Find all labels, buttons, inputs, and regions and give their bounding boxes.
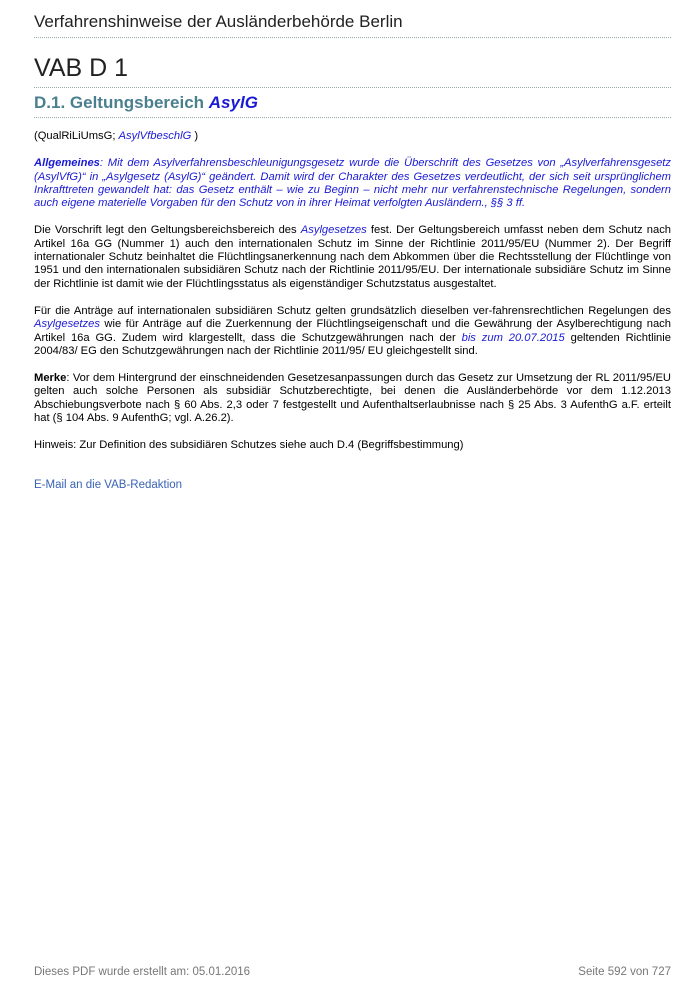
allgemeines-paragraph [34,157,671,210]
refs-suffix: ) [194,130,199,142]
date-link[interactable]: bis zum 20.07.2015 [461,331,565,344]
section-title [34,93,671,118]
section-title-text: D.1. Geltungsbereich [34,93,205,112]
content [34,130,671,491]
asylgesetzes-link[interactable]: Asylgesetzes [300,224,367,237]
site-title: Verfahrenshinweise der Ausländerbehörde Berlin [34,12,671,38]
asylgesetzes-link-2[interactable]: Asylgesetzes [34,318,100,331]
allgemeines-label: Allgemeines [34,157,100,170]
merke-text: : Vor dem Hintergrund der einschneidenden Gesetzesanpassungen durch das Gesetz zur Umsetzung der RL 2011/95/EU gelten auch solche Personen als subsidiär Schutzberechtigte, bei denen die Ausländerbehörde vor dem 1.12.2013 Abschiebungsverbote nach § 60 Abs. 2,3 oder 7 festgestellt und Aufenthaltserlaubnisse nach § 25 Abs. 3 AufenthG a.F. erteilt hat (§ 104 Abs. 9 AufenthG; vgl. A.26.2). [34,372,671,425]
para2-before: Für die Anträge auf internationalen subsidiären Schutz gelten grundsätzlich dieselben ver-fahrensrechtlichen Regelungen des [34,304,671,317]
refs-prefix: (QualRiLiUmsG; [34,130,116,142]
para1-after: fest. Der Geltungsbereich umfasst neben dem Schutz nach Artikel 16a GG (Nummer 1) auch den internationalen Schutz im Sinne der Richtlinie 2011/95/EU (Nummer 2). Der Begriff internationaler Schutz beinhaltet die Flüchtlingsanerkennung nach dem Abkommen über die Rechtsstellung der Flüchtlinge von 1951 und den internationalen subsidiären Schutz nach der Richtlinie 2011/95/EU. Der internationale subsidiäre Schutz im Sinne der Richtlinie ist damit wie der Flüchtlingsstatus als eigenständiger Schutzstatus ausgestaltet. [34,224,672,290]
allgemeines-text: : Mit dem Asylverfahrensbeschleunigungsgesetz wurde die Überschrift des Gesetzes von „Asylverfahrensgesetz (AsylVfG)“ in „Asylgesetz (AsylG)“ geändert. Damit wird der Charakter des Gesetzes verdeutlicht, der sich seit ursprünglichem Inkrafttreten gewandelt hat: das Gesetz enthält – wie zu Beginn – nicht mehr nur verfahrenstechnische Regelungen, sondern auch eigene materielle Vorgaben für den Schutz von in ihrer Heimat verfolgten Ausländern., §§ 3 ff. [34,157,671,210]
para2-middle: wie für Anträge auf die Zuerkennung der Flüchtlingseigenschaft und die Gewährung der Asylberechtigung nach Artikel 16a GG. Zudem wird klargestellt, dass die Schutzgewährungen nach der [34,318,671,344]
para2-after: geltenden Richtlinie 2004/83/ EG den Schutzgewährungen nach der Richtlinie 2011/95/ EU gleichgestellt sind. [34,331,671,357]
references [34,130,671,143]
scope-paragraph [34,224,671,290]
vab-title: VAB D 1 [34,54,671,88]
asylg-link[interactable]: AsylG [208,93,258,112]
merke-paragraph [34,372,671,425]
email-link[interactable]: E-Mail an die VAB-Redaktion [34,478,183,491]
hinweis-paragraph: Hinweis: Zur Definition des subsidiären Schutzes siehe auch D.4 (Begriffsbestimmung) [34,439,464,452]
para1-before: Die Vorschrift legt den Geltungsbereichsbereich des [34,224,297,237]
procedure-paragraph [34,305,671,358]
merke-label: Merke [34,372,67,385]
document-page [34,0,671,990]
footer-page-number: Seite 592 von 727 [578,966,671,978]
footer-created-date: Dieses PDF wurde erstellt am: 05.01.2016 [34,966,251,978]
asylvfbeschlg-link[interactable]: AsylVfbeschlG [118,130,192,142]
